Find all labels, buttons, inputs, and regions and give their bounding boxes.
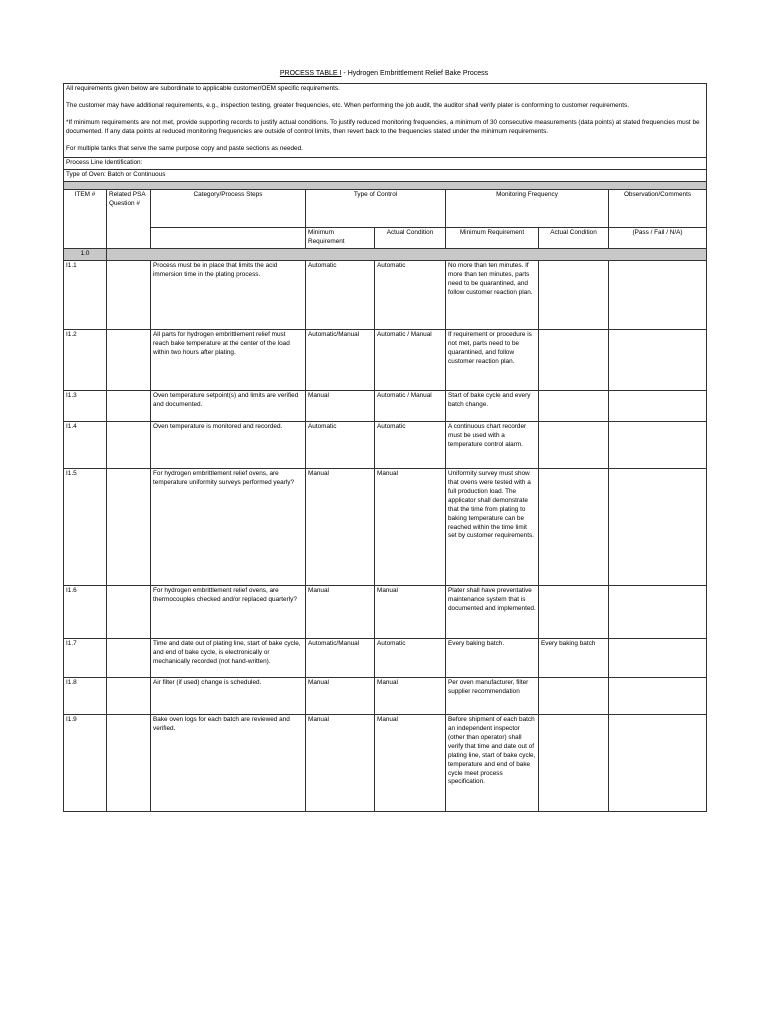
psa-question xyxy=(107,260,151,329)
control-minimum: Automatic xyxy=(306,421,375,468)
control-minimum: Automatic/Manual xyxy=(306,638,375,677)
observation-cell[interactable] xyxy=(609,421,707,468)
process-step: All parts for hydrogen embrittlement relief must reach bake temperature at the center of the load within two hours after plating. xyxy=(151,329,306,390)
table-row xyxy=(64,260,707,329)
psa-question xyxy=(107,638,151,677)
monitoring-minimum: Plater shall have preventative maintenance system that is documented and implemented. xyxy=(446,585,539,638)
item-number: I1.4 xyxy=(64,421,107,468)
item-number: I1.5 xyxy=(64,468,107,585)
intro-text-3: *If minimum requirements are not met, provide supporting records to justify actual conditions. To justify reduced monitoring frequencies, a minimum of 30 consecutive measurements (data points) at stated frequencies must be documented. If any data points at reduced monitoring frequencies are outside of control limits, then revert back to the frequencies stated under the minimum requirements. xyxy=(66,118,700,135)
subheader-row xyxy=(64,227,707,248)
control-actual: Automatic / Manual xyxy=(375,390,446,421)
process-table xyxy=(63,83,707,812)
page-title-rest: - Hydrogen Embrittlement Relief Bake Process xyxy=(341,70,489,77)
psa-question xyxy=(107,421,151,468)
process-step: Oven temperature is monitored and recorded. xyxy=(151,421,306,468)
psa-question xyxy=(107,585,151,638)
control-actual: Automatic xyxy=(375,421,446,468)
table-row xyxy=(64,329,707,390)
item-number: I1.8 xyxy=(64,677,107,714)
control-minimum: Automatic/Manual xyxy=(306,329,375,390)
process-line-label: Process Line Identification: xyxy=(64,157,707,169)
item-number: I1.1 xyxy=(64,260,107,329)
intro-text-4: For multiple tanks that serve the same purpose copy and paste sections as needed. xyxy=(66,144,303,152)
observation-cell[interactable] xyxy=(609,329,707,390)
header-monitoring: Monitoring Frequency xyxy=(446,189,609,227)
process-step: Process must be in place that limits the acid immersion time in the plating process. xyxy=(151,260,306,329)
subheader-control-min: Minimum Requirement xyxy=(306,227,375,248)
process-step: For hydrogen embrittlement relief ovens, are thermocouples checked and/or replaced quarterly? xyxy=(151,585,306,638)
process-step: Time and date out of plating line, start of bake cycle, and end of bake cycle, is electronically or mechanically recorded (not hand-written). xyxy=(151,638,306,677)
process-step: Bake oven logs for each batch are reviewed and verified. xyxy=(151,714,306,811)
control-actual: Automatic xyxy=(375,260,446,329)
table-row xyxy=(64,677,707,714)
header-row xyxy=(64,189,707,227)
table-row xyxy=(64,468,707,585)
monitoring-actual[interactable]: Every baking batch xyxy=(539,638,609,677)
intro-row xyxy=(64,84,707,158)
monitoring-minimum: Start of bake cycle and every batch change. xyxy=(446,390,539,421)
header-observation: Observation/Comments xyxy=(609,189,707,227)
psa-question xyxy=(107,677,151,714)
header-item: ITEM # xyxy=(64,189,107,248)
item-number: I1.6 xyxy=(64,585,107,638)
process-step: Air filter (if used) change is scheduled. xyxy=(151,677,306,714)
item-number: I1.2 xyxy=(64,329,107,390)
psa-question xyxy=(107,329,151,390)
control-minimum: Manual xyxy=(306,390,375,421)
page-title-main: PROCESS TABLE I xyxy=(279,70,342,77)
item-number: I1.3 xyxy=(64,390,107,421)
control-actual: Manual xyxy=(375,677,446,714)
control-actual: Manual xyxy=(375,714,446,811)
observation-cell[interactable] xyxy=(609,714,707,811)
header-psa: Related PSA Question # xyxy=(107,189,151,248)
monitoring-actual[interactable] xyxy=(539,585,609,638)
control-actual: Manual xyxy=(375,585,446,638)
monitoring-actual[interactable] xyxy=(539,390,609,421)
monitoring-minimum: Before shipment of each batch an independent inspector (other than operator) shall verify that time and date out of plating line, start of bake cycle, temperature and end of bake cycle meet process specification. xyxy=(446,714,539,811)
table-row xyxy=(64,390,707,421)
header-category: Category/Process Steps xyxy=(151,189,306,227)
section-number: 1.0 xyxy=(64,248,107,260)
subheader-monitoring-min: Minimum Requirement xyxy=(446,227,539,248)
process-step: For hydrogen embrittlement relief ovens, are temperature uniformity surveys performed yearly? xyxy=(151,468,306,585)
control-minimum: Manual xyxy=(306,677,375,714)
observation-cell[interactable] xyxy=(609,468,707,585)
monitoring-minimum: No more than ten minutes. If more than ten minutes, parts need to be quarantined, and follow customer reaction plan. xyxy=(446,260,539,329)
psa-question xyxy=(107,714,151,811)
monitoring-actual[interactable] xyxy=(539,329,609,390)
control-actual: Automatic xyxy=(375,638,446,677)
observation-cell[interactable] xyxy=(609,585,707,638)
item-number: I1.9 xyxy=(64,714,107,811)
control-actual: Manual xyxy=(375,468,446,585)
item-number: I1.7 xyxy=(64,638,107,677)
table-row xyxy=(64,638,707,677)
observation-cell[interactable] xyxy=(609,260,707,329)
section-row xyxy=(64,248,707,260)
monitoring-actual[interactable] xyxy=(539,260,609,329)
monitoring-minimum: A continuous chart recorder must be used with a temperature control alarm. xyxy=(446,421,539,468)
monitoring-minimum: Per oven manufacturer, filter supplier recommendation xyxy=(446,677,539,714)
control-minimum: Manual xyxy=(306,714,375,811)
subheader-monitoring-actual: Actual Condition xyxy=(539,227,609,248)
table-row xyxy=(64,714,707,811)
header-control: Type of Control xyxy=(306,189,446,227)
intro-text-1: All requirements given below are subordinate to applicable customer/OEM specific requirements. xyxy=(66,85,340,92)
control-minimum: Manual xyxy=(306,585,375,638)
psa-question xyxy=(107,468,151,585)
control-actual: Automatic / Manual xyxy=(375,329,446,390)
observation-cell[interactable] xyxy=(609,677,707,714)
intro-text-2: The customer may have additional requirements, e.g., inspection testing, greater frequencies, etc. When performing the job audit, the auditor shall verify plater is conforming to customer requirements. xyxy=(66,101,630,109)
process-line-row xyxy=(64,157,707,169)
intro-cell xyxy=(64,84,707,158)
subheader-control-actual: Actual Condition xyxy=(375,227,446,248)
control-minimum: Automatic xyxy=(306,260,375,329)
control-minimum: Manual xyxy=(306,468,375,585)
psa-question xyxy=(107,390,151,421)
monitoring-minimum: Every baking batch. xyxy=(446,638,539,677)
monitoring-actual[interactable] xyxy=(539,677,609,714)
subheader-pass-fail: (Pass / Fail / N/A) xyxy=(609,227,707,248)
observation-cell[interactable] xyxy=(609,638,707,677)
page-title xyxy=(0,70,768,77)
process-step: Oven temperature setpoint(s) and limits are verified and documented. xyxy=(151,390,306,421)
monitoring-actual[interactable] xyxy=(539,714,609,811)
table-row xyxy=(64,421,707,468)
observation-cell[interactable] xyxy=(609,390,707,421)
monitoring-actual[interactable] xyxy=(539,468,609,585)
table-row xyxy=(64,585,707,638)
oven-type-row xyxy=(64,169,707,181)
monitoring-minimum: If requirement or procedure is not met, parts need to be quarantined, and follow customer reaction plan. xyxy=(446,329,539,390)
oven-type-label: Type of Oven: Batch or Continuous xyxy=(64,169,707,181)
spacer-row xyxy=(64,181,707,189)
monitoring-actual[interactable] xyxy=(539,421,609,468)
monitoring-minimum: Uniformity survey must show that ovens were tested with a full production load. The applicator shall demonstrate that the time from plating to baking temperature can be reached within the time limit set by customer requirements. xyxy=(446,468,539,585)
